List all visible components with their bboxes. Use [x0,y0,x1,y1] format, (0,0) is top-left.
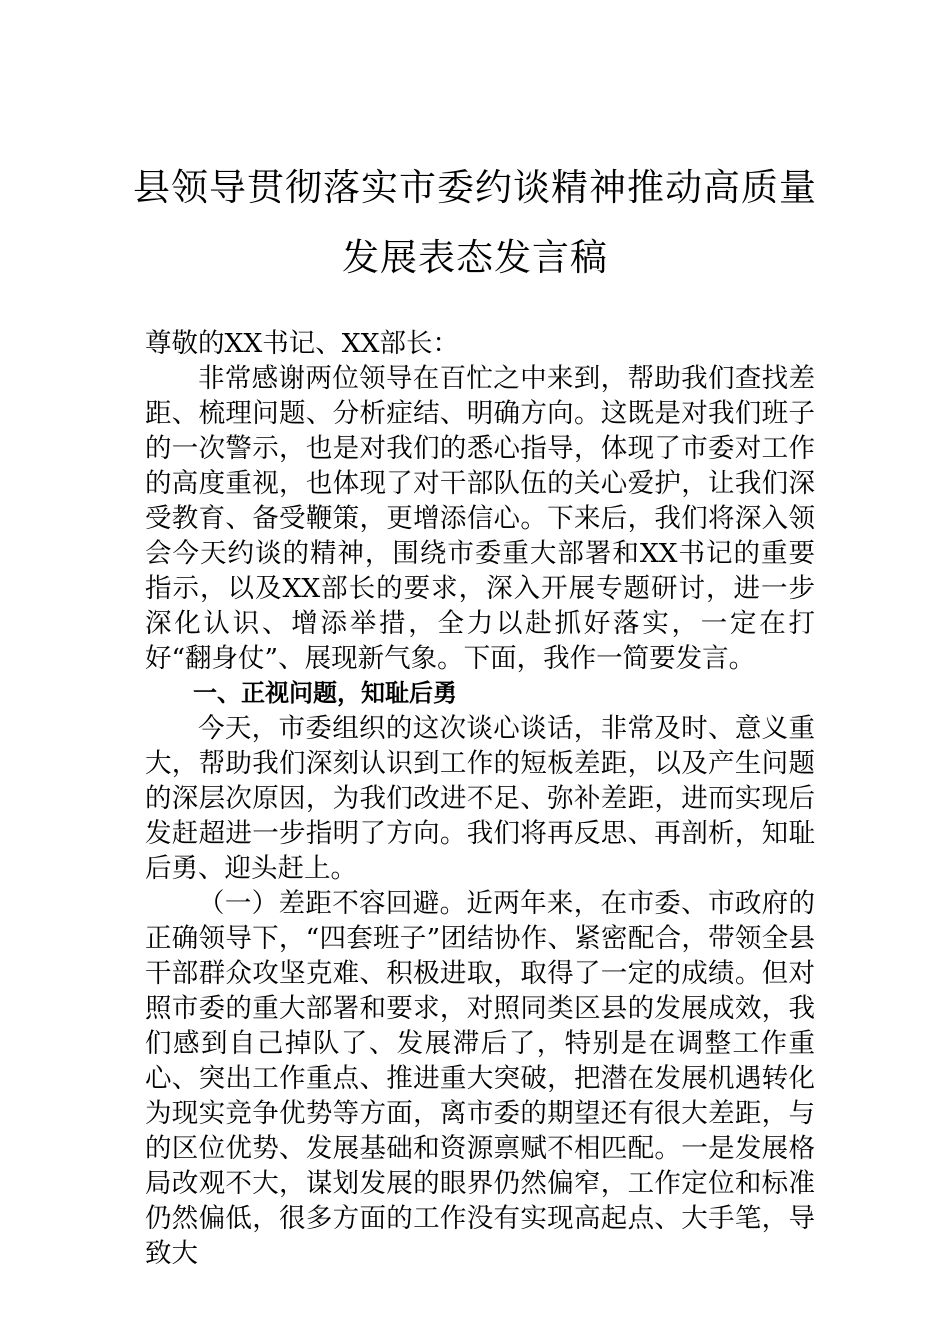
document-title-line-2: 发展表态发言稿 [342,236,608,279]
paragraph-intro: 非常感谢两位领导在百忙之中来到，帮助我们查找差距、梳理问题、分析症结、明确方向。这既是对我们班子的一次警示，也是对我们的悉心指导，体现了市委对工作的高度重视，也体现了对干部队伍的关心爱护，让我们深受教育、备受鞭策，更增添信心。下来后，我们将深入领会今天约谈的精神，围绕市委重大部署和XX书记的重要指示，以及XX部长的要求，深入开展专题研讨，进一步深化认识、增添举措，全力以赴抓好落实，一定在打好“翻身仗”、展现新气象。下面，我作一简要发言。 [145,363,815,674]
document-title-line-1: 县领导贯彻落实市委约谈精神推动高质量 [133,166,817,209]
section-heading-1: 一、正视问题，知耻后勇 [193,679,457,707]
salutation: 尊敬的XX书记、XX部长： [145,328,459,359]
document-body [145,326,815,1271]
paragraph-section-1: 今天，市委组织的这次谈心谈话，非常及时、意义重大，帮助我们深刻认识到工作的短板差距，以及产生问题的深层次原因，为我们改进不足、弥补差距，进而实现后发赶超进一步指明了方向。我们将再反思、再剖析，知耻后勇、迎头赶上。 [145,713,815,884]
paragraph-subsection-1: （一）差距不容回避。近两年来，在市委、市政府的正确领导下，“四套班子”团结协作、紧密配合，带领全县干部群众攻坚克难、积极进取，取得了一定的成绩。但对照市委的重大部署和要求，对照同类区县的发展成效，我们感到自己掉队了、发展滞后了，特别是在调整工作重心、突出工作重点、推进重大突破，把潜在发展机遇转化为现实竞争优势等方面，离市委的期望还有很大差距，与的区位优势、发展基础和资源禀赋不相匹配。一是发展格局改观不大，谋划发展的眼界仍然偏窄，工作定位和标准仍然偏低，很多方面的工作没有实现高起点、大手笔，导致大 [145,888,815,1269]
